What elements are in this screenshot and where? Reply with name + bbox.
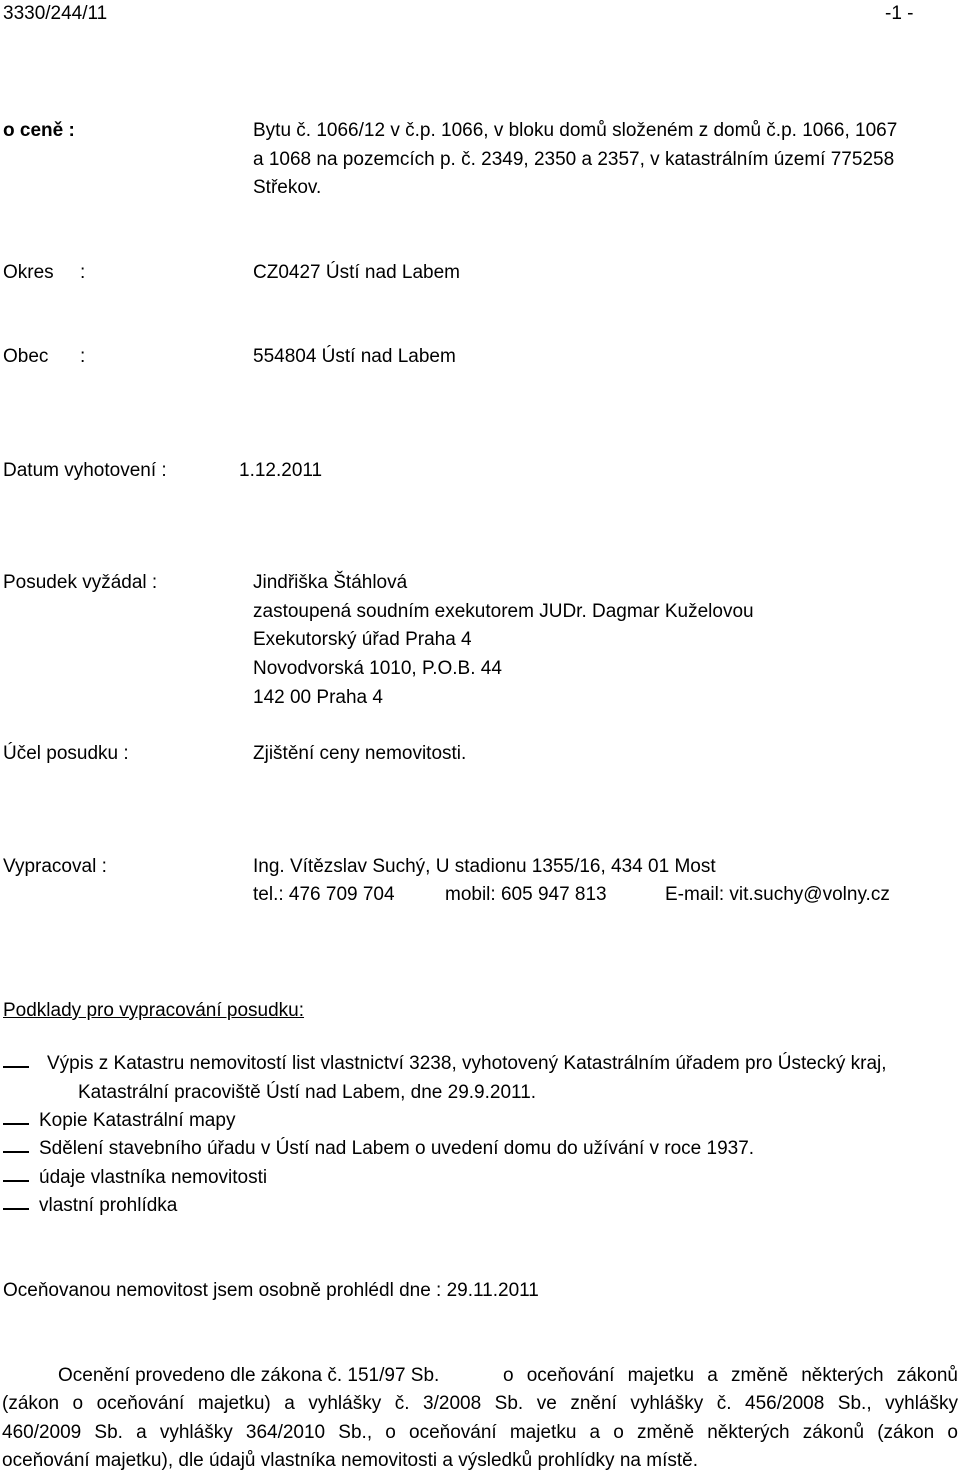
valuation-line-1b: o oceňování majetku a změně některých zákonů bbox=[503, 1365, 958, 1386]
basis-item-1-line-2: Katastrální pracoviště Ústí nad Labem, dne 29.9.2011. bbox=[78, 1082, 537, 1103]
requested-line-5: 142 00 Praha 4 bbox=[253, 687, 383, 708]
basis-item-1-line-1: Výpis z Katastru nemovitostí list vlastnictví 3238, vyhotovený Katastrálním úřadem pro Ústecký kraj, bbox=[47, 1053, 887, 1074]
subject-line-3: Střekov. bbox=[253, 177, 322, 198]
basis-item-2: Kopie Katastrální mapy bbox=[39, 1110, 236, 1131]
author-address: Ing. Vítězslav Suchý, U stadionu 1355/16, 434 01 Most bbox=[253, 856, 716, 877]
inspection-statement: Oceňovanou nemovitost jsem osobně prohlédl dne : 29.11.2011 bbox=[3, 1280, 539, 1301]
basis-item-4: údaje vlastníka nemovitosti bbox=[39, 1167, 268, 1188]
bullet-dash bbox=[3, 1123, 29, 1125]
datum-value: 1.12.2011 bbox=[239, 460, 323, 481]
basis-item-3: Sdělení stavebního úřadu v Ústí nad Labem o uvedení domu do užívání v roce 1937. bbox=[39, 1138, 755, 1159]
okres-label: Okres bbox=[3, 262, 54, 283]
basis-item-5: vlastní prohlídka bbox=[39, 1195, 178, 1216]
subject-line-2: a 1068 na pozemcích p. č. 2349, 2350 a 2357, v katastrálním území 775258 bbox=[253, 149, 895, 170]
valuation-line-3: 460/2009 Sb. a vyhlášky 364/2010 Sb., o oceňování majetku a o změně některých zákonů (zákon o bbox=[2, 1422, 958, 1443]
obec-colon: : bbox=[80, 346, 86, 367]
bullet-dash bbox=[3, 1151, 29, 1153]
bullet-dash bbox=[3, 1066, 29, 1068]
requested-line-4: Novodvorská 1010, P.O.B. 44 bbox=[253, 658, 502, 679]
subject-label: o ceně : bbox=[3, 120, 75, 141]
valuation-line-1a: Ocenění provedeno dle zákona č. 151/97 Sb. bbox=[58, 1365, 440, 1386]
requested-line-2: zastoupená soudním exekutorem JUDr. Dagmar Kuželovou bbox=[253, 601, 754, 622]
bullet-dash bbox=[3, 1208, 29, 1210]
valuation-line-2: (zákon o oceňování majetku) a vyhlášky č. 3/2008 Sb. ve znění vyhlášky č. 456/2008 Sb., vyhlášky bbox=[2, 1393, 958, 1414]
author-mobile: mobil: 605 947 813 bbox=[445, 884, 607, 905]
obec-label: Obec bbox=[3, 346, 49, 367]
purpose-label: Účel posudku : bbox=[3, 743, 129, 764]
requested-label: Posudek vyžádal : bbox=[3, 572, 158, 593]
bullet-dash bbox=[3, 1180, 29, 1182]
requested-line-3: Exekutorský úřad Praha 4 bbox=[253, 629, 472, 650]
okres-value: CZ0427 Ústí nad Labem bbox=[253, 262, 461, 283]
document-reference: 3330/244/11 bbox=[3, 3, 108, 24]
basis-heading: Podklady pro vypracování posudku: bbox=[3, 1000, 305, 1021]
datum-label: Datum vyhotovení : bbox=[3, 460, 167, 481]
valuation-line-4: oceňování majetku), dle údajů vlastníka nemovitosti a výsledků prohlídky na místě. bbox=[2, 1450, 698, 1471]
page-number: -1 - bbox=[885, 3, 914, 24]
purpose-value: Zjištění ceny nemovitosti. bbox=[253, 743, 467, 764]
author-email[interactable]: E-mail: vit.suchy@volny.cz bbox=[665, 884, 890, 905]
author-label: Vypracoval : bbox=[3, 856, 107, 877]
okres-colon: : bbox=[80, 262, 86, 283]
author-phone: tel.: 476 709 704 bbox=[253, 884, 395, 905]
obec-value: 554804 Ústí nad Labem bbox=[253, 346, 456, 367]
subject-line-1: Bytu č. 1066/12 v č.p. 1066, v bloku domů složeném z domů č.p. 1066, 1067 bbox=[253, 120, 898, 141]
requested-line-1: Jindřiška Štáhlová bbox=[253, 572, 408, 593]
